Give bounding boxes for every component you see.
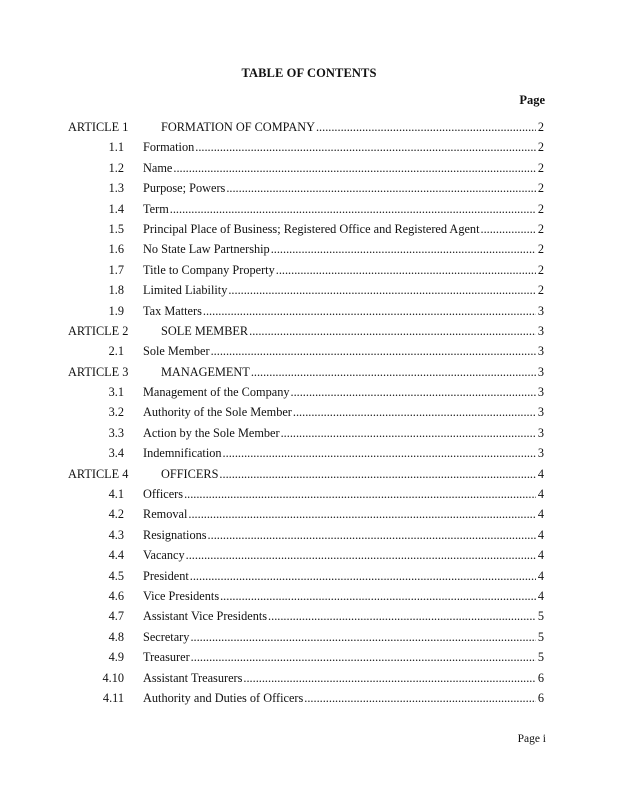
toc-section-row[interactable] xyxy=(0,443,626,463)
dot-leader xyxy=(173,158,536,178)
toc-entry xyxy=(143,402,544,422)
toc-entry xyxy=(143,341,544,361)
toc-page-number[interactable]: 3 xyxy=(537,344,544,359)
toc-page-number[interactable]: 2 xyxy=(537,120,544,134)
toc-page-number[interactable]: 4 xyxy=(537,588,544,603)
toc-entry xyxy=(161,362,544,382)
toc-entry-label[interactable]: OFFICERS xyxy=(161,466,219,481)
toc-section-row[interactable] xyxy=(0,301,626,321)
dot-leader xyxy=(219,464,536,484)
dot-leader xyxy=(190,566,536,586)
toc-article-row[interactable] xyxy=(0,117,626,137)
toc-page-number[interactable]: 2 xyxy=(537,201,544,216)
toc-section-row[interactable] xyxy=(0,566,626,586)
dot-leader xyxy=(228,280,536,300)
toc-section-row[interactable] xyxy=(0,239,626,259)
toc-entry-number: 1.3 xyxy=(108,181,124,196)
toc-section-row[interactable] xyxy=(0,668,626,688)
toc-entry xyxy=(143,280,544,300)
toc-section-row[interactable] xyxy=(0,199,626,219)
toc-section-row[interactable] xyxy=(0,586,626,606)
toc-entry xyxy=(143,627,544,647)
toc-entry-label[interactable]: Vacancy xyxy=(143,548,185,563)
toc-entry-number: 1.4 xyxy=(108,201,124,216)
dot-leader xyxy=(220,586,536,606)
toc-entry-label[interactable]: President xyxy=(143,568,189,583)
dot-leader xyxy=(281,423,536,443)
toc-entry-number: 3.3 xyxy=(108,425,124,440)
toc-section-row[interactable] xyxy=(0,606,626,626)
table-of-contents xyxy=(0,117,626,708)
toc-entry xyxy=(161,464,544,484)
toc-entry-label[interactable]: Assistant Treasurers xyxy=(143,670,243,685)
toc-page-number[interactable]: 3 xyxy=(537,364,544,379)
toc-entry-label[interactable]: MANAGEMENT xyxy=(161,364,250,379)
toc-entry-number: 1.9 xyxy=(108,303,124,318)
toc-page-number[interactable]: 2 xyxy=(537,181,544,196)
toc-entry-number: 1.1 xyxy=(108,140,124,155)
toc-entry xyxy=(143,504,544,524)
dot-leader xyxy=(249,321,536,341)
toc-entry-number: 1.5 xyxy=(108,221,124,236)
toc-entry xyxy=(161,321,544,341)
toc-entry xyxy=(143,566,544,586)
dot-leader xyxy=(191,647,536,667)
toc-entry-label[interactable]: Secretary xyxy=(143,629,190,644)
toc-entry xyxy=(143,260,544,280)
toc-page-number[interactable]: 6 xyxy=(537,690,544,705)
toc-entry-number: 4.8 xyxy=(108,629,124,644)
toc-entry-label[interactable]: Title to Company Property xyxy=(143,262,275,277)
toc-page-number[interactable]: 2 xyxy=(537,242,544,257)
toc-article-row[interactable] xyxy=(0,464,626,484)
toc-page-number[interactable]: 2 xyxy=(537,140,544,155)
toc-section-row[interactable] xyxy=(0,341,626,361)
toc-entry xyxy=(143,545,544,565)
toc-entry-label[interactable]: Formation xyxy=(143,140,195,155)
page-footer: Page i xyxy=(517,733,546,745)
toc-entry xyxy=(161,117,544,137)
toc-entry-number: ARTICLE 1 xyxy=(68,120,129,134)
toc-entry xyxy=(143,668,544,688)
page-column-header: Page xyxy=(519,93,545,107)
toc-entry-label[interactable]: Principal Place of Business; Registered Office and Registered Agent xyxy=(143,221,480,236)
toc-page-number[interactable]: 3 xyxy=(537,446,544,461)
toc-entry-label[interactable]: Authority of the Sole Member xyxy=(143,405,292,420)
toc-entry xyxy=(143,382,544,402)
toc-entry-number: 4.5 xyxy=(108,568,124,583)
toc-entry-label[interactable]: Sole Member xyxy=(143,344,210,359)
toc-section-row[interactable] xyxy=(0,688,626,708)
toc-section-row[interactable] xyxy=(0,260,626,280)
toc-entry-number: ARTICLE 3 xyxy=(68,364,129,379)
toc-entry xyxy=(143,178,544,198)
toc-article-row[interactable] xyxy=(0,321,626,341)
dot-leader xyxy=(226,178,536,198)
toc-entry-number: ARTICLE 2 xyxy=(68,323,129,338)
toc-entry xyxy=(143,606,544,626)
toc-entry-number: ARTICLE 4 xyxy=(68,466,129,481)
toc-title: TABLE OF CONTENTS xyxy=(241,66,377,80)
toc-entry-number: 4.6 xyxy=(108,588,124,603)
toc-section-row[interactable] xyxy=(0,178,626,198)
dot-leader xyxy=(251,362,536,382)
toc-entry-label[interactable]: Limited Liability xyxy=(143,283,228,298)
dot-leader xyxy=(190,627,536,647)
toc-page-number[interactable]: 5 xyxy=(537,650,544,665)
toc-entry-label[interactable]: Assistant Vice Presidents xyxy=(143,609,268,624)
toc-entry-number: 2.1 xyxy=(108,344,124,359)
toc-section-row[interactable] xyxy=(0,219,626,239)
toc-entry xyxy=(143,219,544,239)
toc-entry xyxy=(143,443,544,463)
toc-entry-number: 4.4 xyxy=(108,548,124,563)
dot-leader xyxy=(276,260,536,280)
toc-page-number[interactable]: 4 xyxy=(537,568,544,583)
toc-entry-number: 3.1 xyxy=(108,385,124,400)
toc-entry-label[interactable]: Indemnification xyxy=(143,446,222,461)
dot-leader xyxy=(184,484,536,504)
dot-leader xyxy=(211,341,536,361)
toc-page-number[interactable]: 3 xyxy=(537,425,544,440)
dot-leader xyxy=(291,382,537,402)
toc-page-number[interactable]: 2 xyxy=(537,262,544,277)
toc-section-row[interactable] xyxy=(0,545,626,565)
toc-section-row[interactable] xyxy=(0,647,626,667)
dot-leader xyxy=(304,688,536,708)
toc-page-number[interactable]: 4 xyxy=(537,487,544,502)
dot-leader xyxy=(268,606,536,626)
toc-entry-number: 4.7 xyxy=(108,609,124,624)
toc-entry-label[interactable]: Tax Matters xyxy=(143,303,202,318)
dot-leader xyxy=(188,504,536,524)
toc-page-number[interactable]: 4 xyxy=(537,527,544,542)
toc-entry-number: 1.7 xyxy=(108,262,124,277)
toc-entry xyxy=(143,525,544,545)
dot-leader xyxy=(293,402,536,422)
toc-page-number[interactable]: 3 xyxy=(537,303,544,318)
dot-leader xyxy=(203,301,536,321)
toc-entry-number: 1.2 xyxy=(108,160,124,175)
toc-entry-number: 1.8 xyxy=(108,283,124,298)
dot-leader xyxy=(195,137,536,157)
toc-page-number[interactable]: 3 xyxy=(537,323,544,338)
toc-entry-label[interactable]: Term xyxy=(143,201,169,216)
dot-leader xyxy=(186,545,536,565)
toc-section-row[interactable] xyxy=(0,382,626,402)
toc-entry-number: 3.2 xyxy=(108,405,124,420)
toc-entry-number: 4.11 xyxy=(102,690,124,705)
dot-leader xyxy=(271,239,536,259)
toc-entry-number: 1.6 xyxy=(108,242,124,257)
toc-page-number[interactable]: 5 xyxy=(537,629,544,644)
toc-entry-label[interactable]: FORMATION OF COMPANY xyxy=(161,120,315,134)
toc-page-number[interactable]: 2 xyxy=(537,160,544,175)
toc-page-number[interactable]: 3 xyxy=(537,385,544,400)
toc-page-number[interactable]: 2 xyxy=(537,283,544,298)
toc-entry-label[interactable]: Officers xyxy=(143,487,184,502)
toc-section-row[interactable] xyxy=(0,402,626,422)
toc-section-row[interactable] xyxy=(0,280,626,300)
toc-page-number[interactable]: 2 xyxy=(537,221,544,236)
toc-section-row[interactable] xyxy=(0,423,626,443)
toc-section-row[interactable] xyxy=(0,158,626,178)
toc-page-number[interactable]: 4 xyxy=(537,507,544,522)
toc-entry-label[interactable]: No State Law Partnership xyxy=(143,242,270,257)
toc-article-row[interactable] xyxy=(0,362,626,382)
toc-entry-number: 4.1 xyxy=(108,487,124,502)
toc-entry-number: 4.9 xyxy=(108,650,124,665)
dot-leader xyxy=(170,199,536,219)
dot-leader xyxy=(243,668,536,688)
dot-leader xyxy=(316,117,536,137)
toc-entry-number: 3.4 xyxy=(108,446,124,461)
toc-entry xyxy=(143,137,544,157)
dot-leader xyxy=(223,443,536,463)
toc-entry-label[interactable]: Removal xyxy=(143,507,188,522)
toc-entry xyxy=(143,586,544,606)
toc-entry xyxy=(143,239,544,259)
toc-entry-label[interactable]: Treasurer xyxy=(143,650,190,665)
toc-entry xyxy=(143,423,544,443)
toc-entry xyxy=(143,647,544,667)
toc-entry-label[interactable]: SOLE MEMBER xyxy=(161,323,249,338)
toc-section-row[interactable] xyxy=(0,504,626,524)
toc-entry xyxy=(143,199,544,219)
toc-section-row[interactable] xyxy=(0,484,626,504)
toc-page-number[interactable]: 6 xyxy=(537,670,544,685)
toc-section-row[interactable] xyxy=(0,525,626,545)
toc-page-number[interactable]: 4 xyxy=(537,466,544,481)
toc-entry-label[interactable]: Name xyxy=(143,160,173,175)
toc-section-row[interactable] xyxy=(0,137,626,157)
toc-entry xyxy=(143,484,544,504)
toc-entry-label[interactable]: Resignations xyxy=(143,527,207,542)
toc-page-number[interactable]: 4 xyxy=(537,548,544,563)
toc-entry-number: 4.3 xyxy=(108,527,124,542)
toc-entry-number: 4.2 xyxy=(108,507,124,522)
toc-entry-label[interactable]: Action by the Sole Member xyxy=(143,425,280,440)
toc-page-number[interactable]: 5 xyxy=(537,609,544,624)
dot-leader xyxy=(208,525,536,545)
toc-entry xyxy=(143,688,544,708)
toc-entry xyxy=(143,158,544,178)
toc-entry-label[interactable]: Management of the Company xyxy=(143,385,290,400)
toc-entry-label[interactable]: Vice Presidents xyxy=(143,588,220,603)
toc-entry xyxy=(143,301,544,321)
toc-entry-label[interactable]: Purpose; Powers xyxy=(143,181,226,196)
dot-leader xyxy=(481,219,537,239)
toc-entry-number: 4.10 xyxy=(102,670,124,685)
toc-entry-label[interactable]: Authority and Duties of Officers xyxy=(143,690,304,705)
toc-section-row[interactable] xyxy=(0,627,626,647)
toc-page-number[interactable]: 3 xyxy=(537,405,544,420)
